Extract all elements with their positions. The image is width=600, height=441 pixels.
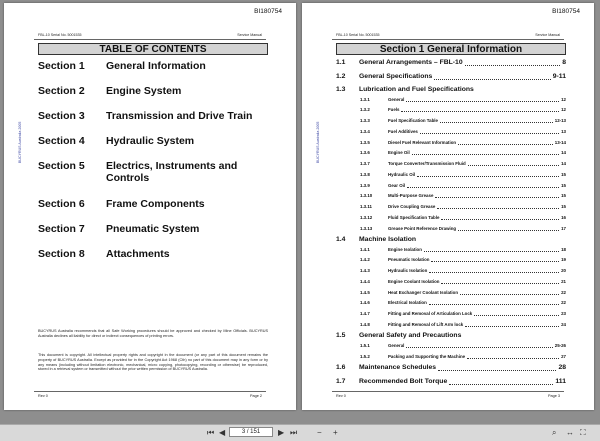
entry-page-number: 111 [555,377,566,385]
entry-title: General Specifications [359,72,433,80]
entry-title: Engine Coolant Isolation [388,278,440,284]
document-id: BI180754 [254,8,282,15]
leader-dots [406,347,553,348]
entry-page-number: 9-11 [552,72,566,80]
leader-dots [458,144,553,145]
header-rule [34,39,266,40]
leader-dots [438,370,556,371]
toc-subentry[interactable] [360,322,566,328]
toc-subentry[interactable] [360,150,566,156]
toc-subentry[interactable] [360,97,566,103]
footer-rule [34,391,266,392]
entry-number: 1.4.2 [360,257,370,263]
entry-number: 1.7 [336,377,346,385]
entry-number: 1.3.2 [360,107,370,113]
entry-page-number: 15 [561,204,566,209]
section-title: Frame Components [106,198,205,210]
page-header [302,33,594,43]
leader-dots [440,122,553,123]
toc-subentry[interactable] [360,268,566,274]
entry-title: Drive Coupling Grease [388,204,436,209]
section-title: Pneumatic System [106,223,200,235]
leader-dots [465,65,560,66]
toc-subentry[interactable] [360,172,566,178]
leader-dots [401,111,559,112]
entry-number: 1.3.8 [360,171,370,177]
toc-subentry[interactable] [360,257,566,263]
entry-page-number: 12 [561,96,566,102]
footer-page-number: Page 2 [249,394,262,398]
section-number: Section 3 [38,110,85,122]
entry-number: 1.3.12 [360,214,373,220]
entry-page-number: 21 [561,278,566,284]
section-title: Electrics, Instruments and [106,160,238,172]
leader-dots [406,101,559,102]
entry-number: 1.4.6 [360,300,370,306]
header-serial: FBL-10 Serial No. 5001535 [336,33,380,37]
entry-number: 1.3 [336,86,346,93]
section-number: Section 5 [38,160,85,172]
entry-title: Grease Point Reference Drawing [388,225,457,231]
side-copyright-mark: BUCYRUS Australia 2005 [18,121,22,163]
entry-page-number: 19 [561,257,566,263]
section-number: Section 6 [38,198,85,210]
footer-revision: Rev 0 [336,394,346,398]
toc-subentry[interactable] [360,290,566,296]
document-id: BI180754 [552,8,580,15]
entry-title: Fuel Additives [388,128,418,134]
entry-title: Engine Oil [388,150,410,156]
entry-title: Electrical Isolation [388,300,427,306]
section-title: Engine System [106,85,182,97]
entry-title: General Arrangements – FBL-10 [359,59,463,66]
entry-title: General [388,96,405,102]
toc-entry[interactable] [336,59,566,67]
zoom-in-icon[interactable]: + [333,428,338,437]
toc-subentry[interactable] [360,118,566,124]
section-number: Section 1 [38,60,85,72]
leader-dots [434,79,551,80]
entry-number: 1.6 [336,364,346,371]
entry-number: 1.5.2 [360,353,370,359]
entry-page-number: 12 [561,107,566,113]
toc-subentry[interactable] [360,193,566,199]
toc-subentry[interactable] [360,215,566,221]
entry-title: General Safety and Precautions [359,332,462,340]
leader-dots [474,315,559,316]
leader-dots [412,154,559,155]
entry-page-number: 14 [561,161,566,166]
entry-number: 1.3.10 [360,193,373,199]
left-document-page [4,3,296,410]
section-title: Transmission and Drive Train [106,110,253,122]
section-title: Hydraulic System [106,135,195,147]
entry-number: 1.4.3 [360,268,370,273]
page-number-field[interactable]: 3 / 151 [229,427,273,437]
entry-title: Lubrication and Fuel Specifications [359,86,474,93]
fullscreen-icon[interactable]: ⛶ [580,428,586,437]
entry-number: 1.5.1 [360,342,370,348]
side-copyright-mark: BUCYRUS Australia 2005 [316,121,320,163]
toc-subentry[interactable] [360,140,566,146]
toc-subentry[interactable] [360,247,566,253]
copyright-paragraph: This document is copyright. All intellectual property rights and copyright in the document (or any part of this document remains the property of BUCYRUS Australia. Except as provided for in the Copyright Act 1968 (Cth) no part of this document may in any form or by any means (including without limitation electronic, mechanical, micro copying, photocopying, recording or otherwise) be reproduced, stored in a retrieval system or transmitted without the prior written permission of BUCYRUS Australia. [38,353,268,372]
entry-title: Pneumatic Isolation [388,257,430,263]
entry-page-number: 23 [561,311,566,316]
leader-dots [441,219,559,220]
search-icon[interactable]: ⌕ [552,428,557,437]
footer-rule [332,391,564,392]
leader-dots [460,294,559,295]
header-serial: FBL-10 Serial No. 5001535 [38,33,82,37]
leader-dots [435,197,559,198]
footer-revision: Rev 0 [38,394,48,398]
entry-number: 1.3.3 [360,118,370,123]
toc-subentry[interactable] [360,161,566,167]
entry-title: Diesel Fuel Relevant Information [388,139,457,145]
footer-page-number: Page 3 [547,394,560,398]
entry-title: Torque Converter/Transmission Fluid [388,161,466,166]
toc-subentry[interactable] [360,343,566,349]
toc-subentry[interactable] [360,311,566,317]
entry-page-number: 17 [561,225,566,231]
entry-number: 1.4.7 [360,311,370,316]
entry-number: 1.3.7 [360,161,370,166]
entry-number: 1.1 [336,59,346,66]
entry-title: Fuel Specification Table [388,118,438,123]
entry-title: Heat Exchanger Coolant Isolation [388,289,459,295]
leader-dots [458,230,559,231]
section-number: Section 4 [38,135,85,147]
leader-dots [431,261,559,262]
section-number: Section 8 [38,248,85,260]
entry-page-number: 16 [561,214,566,220]
disclaimer-paragraph: BUCYRUS Australia recommends that all Safe Working procedures should be approved and checked by Mine Officials. BUCYRUS Australia declines all liability for direct or indirect consequences of printing errors. [38,329,268,338]
entry-page-number: 15 [561,171,566,177]
page-header [4,33,296,43]
toc-subentry[interactable] [360,226,566,232]
entry-page-number: 13-14 [554,139,566,145]
entry-title: Fuels [388,107,400,113]
leader-dots [420,133,559,134]
section-title: General Information [106,60,206,72]
next-page-icon[interactable]: ▶ [278,428,285,437]
leader-dots [465,326,559,327]
entry-page-number: 25-26 [554,342,566,348]
entry-title: General [388,342,405,348]
toc-subentry[interactable] [360,279,566,285]
entry-title: Fluid Specification Table [388,214,440,220]
entry-number: 1.3.9 [360,182,370,188]
previous-page-icon[interactable]: ◀ [219,428,226,437]
toc-entry[interactable] [336,86,566,94]
entry-number: 1.2 [336,72,346,80]
toc-subentry[interactable] [360,300,566,306]
entry-number: 1.3.5 [360,139,370,145]
entry-number: 1.4.4 [360,278,370,284]
entry-number: 1.3.13 [360,225,373,231]
leader-dots [467,358,559,359]
leader-dots [429,304,559,305]
right-document-page [302,3,594,410]
entry-page-number: 8 [562,59,566,66]
entry-number: 1.5 [336,332,346,340]
entry-title: Engine Isolation [388,246,422,252]
section-number: Section 7 [38,223,85,235]
viewer-toolbar [0,424,600,441]
toc-subentry[interactable] [360,354,566,360]
entry-title: Machine Isolation [359,236,417,243]
toc-entry[interactable] [336,332,566,340]
toc-entry[interactable] [336,73,566,81]
entry-page-number: 28 [558,364,566,371]
first-page-icon[interactable]: ⏮ [207,428,215,437]
fit-width-icon[interactable]: ↔ [566,428,574,437]
entry-title: Hydraulic Isolation [388,268,428,273]
entry-title: Packing and Supporting the Machine [388,353,466,359]
entry-page-number: 22 [561,289,566,295]
toc-subentry[interactable] [360,107,566,113]
leader-dots [424,251,559,252]
header-rule [332,39,564,40]
header-manual: Service Manual [237,33,262,37]
leader-dots [449,384,553,385]
header-manual: Service Manual [535,33,560,37]
entry-title: Fitting and Removal of Lift Arm lock [388,321,464,327]
toc-entry[interactable] [336,236,566,244]
entry-page-number: 18 [561,246,566,252]
leader-dots [429,272,559,273]
entry-page-number: 20 [561,268,566,273]
leader-dots [407,187,559,188]
entry-title: Multi-Purpose Grease [388,193,434,199]
entry-number: 1.3.11 [360,204,372,209]
leader-dots [417,176,559,177]
entry-number: 1.4.1 [360,246,370,252]
entry-number: 1.4.8 [360,321,370,327]
toc-subentry[interactable] [360,129,566,135]
entry-number: 1.4.5 [360,289,370,295]
entry-number: 1.3.1 [360,96,370,102]
entry-page-number: 15 [561,193,566,199]
section-number: Section 2 [38,85,85,97]
entry-page-number: 14 [561,150,566,156]
zoom-out-icon[interactable]: − [317,428,322,437]
entry-number: 1.4 [336,236,346,243]
entry-page-number: 27 [561,353,566,359]
section-title: Section 1 General Information [336,43,566,55]
section-title-line2: Controls [106,172,150,184]
entry-title: Fitting and Removal of Articulation Lock [388,311,473,316]
entry-title: Gear Oil [388,182,406,188]
entry-page-number: 12-13 [554,118,566,123]
toc-entry[interactable] [336,378,566,386]
entry-page-number: 24 [561,321,566,327]
entry-page-number: 22 [561,300,566,306]
toc-subentry[interactable] [360,204,566,210]
section-title: Attachments [106,248,170,260]
entry-title: Maintenance Schedules [359,364,437,371]
entry-page-number: 13 [561,128,566,134]
leader-dots [437,208,559,209]
leader-dots [468,165,559,166]
leader-dots [441,283,559,284]
entry-number: 1.3.4 [360,128,370,134]
toc-title: TABLE OF CONTENTS [38,43,268,55]
entry-title: Hydraulic Oil [388,171,416,177]
entry-number: 1.3.6 [360,150,370,156]
toc-entry[interactable] [336,364,566,372]
entry-title: Recommended Bolt Torque [359,377,448,385]
toc-subentry[interactable] [360,183,566,189]
last-page-icon[interactable]: ⏭ [290,428,298,437]
entry-page-number: 15 [561,182,566,188]
